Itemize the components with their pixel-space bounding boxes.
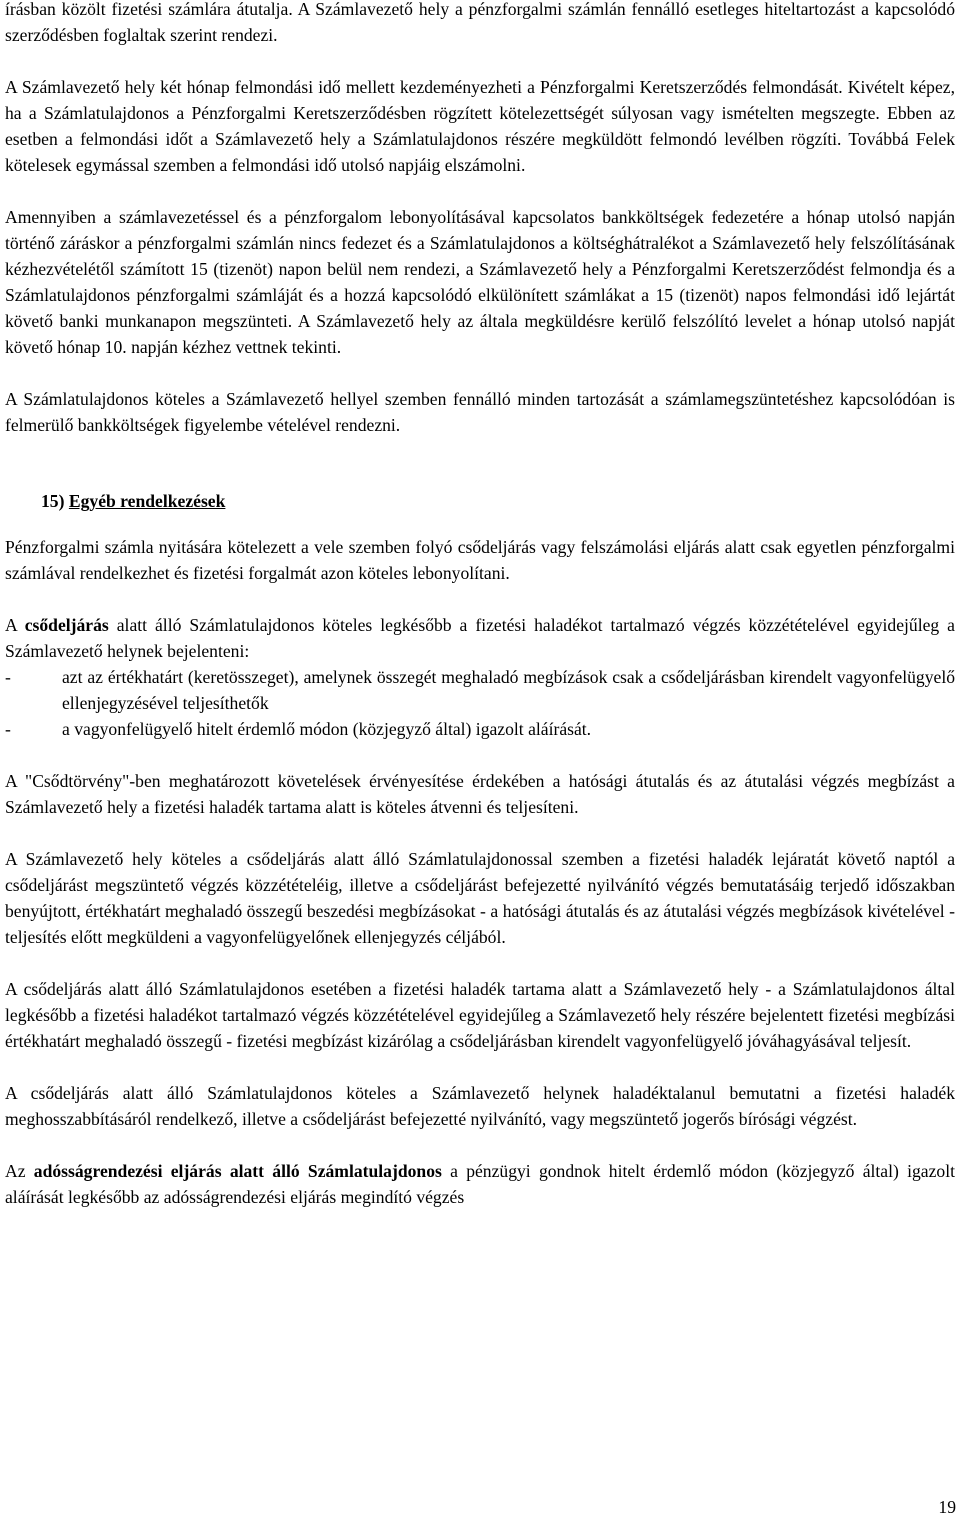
paragraph-payment-approval: A csődeljárás alatt álló Számlatulajdonos esetében a fizetési haladék tartama alatt a Számlavezető hely - a Számlatulajdonos által legkésőbb a fizetési haladékot tartalmazó végzés közzétételével egyidejűleg a Számlavezető hely részére bejelentett fizetési megbízási értékhatárt meghaladó összegű - fizetési megbízást kizárólag a csődeljárásban kirendelt vagyonfelügyelő jóváhagyásával teljesít. [5, 979, 955, 1051]
list-item: - a vagyonfelügyelő hitelt érdemlő módon (közjegyző által) igazolt aláírását. [5, 716, 955, 742]
bold-term-debt-settlement: adósságrendezési eljárás alatt álló Számlatulajdonos [33, 1161, 442, 1181]
section-number: 15) [41, 491, 65, 511]
paragraph-debt-settlement: A Számlatulajdonos köteles a Számlavezető hellyel szemben fennálló minden tartozását a számlamegszüntetéshez kapcsolódóan is felmerülő bankköltségek figyelembe vételével rendezni. [5, 389, 955, 435]
paragraph-invoice-transfer: írásban közölt fizetési számlára átutalja. A Számlavezető hely a pénzforgalmi számlán fennálló esetleges hiteltartozást a kapcsolódó szerződésben foglaltak szerint rendezi. [5, 0, 955, 45]
paragraph-debt-settlement-procedure: Az adósságrendezési eljárás alatt álló Számlatulajdonos a pénzügyi gondnok hitelt érdemlő módon (közjegyző által) igazolt aláírását legkésőbb az adósságrendezési eljárás megindító végzés [5, 1161, 955, 1207]
paragraph-collection-orders: A Számlavezető hely köteles a csődeljárás alatt álló Számlatulajdonossal szemben a fizetési haladék lejáratát követő naptól a csődeljárást megszüntető végzés közzétételéig, illetve a csődeljárást befejezetté nyilvánító végzés bemutatásáig terjedő időszakban benyújtott, értékhatárt meghaladó összegű beszedési megbízásokat - a hatósági átutalás és az átutalási végzés megbízások kivételével - teljesítés előtt megküldeni a vagyonfelügyelőnek ellenjegyzés céljából. [5, 849, 955, 947]
bold-term-bankruptcy: csődeljárás [24, 615, 109, 635]
paragraph-single-account: Pénzforgalmi számla nyitására kötelezett a vele szemben folyó csődeljárás vagy felszámolási eljárás alatt csak egyetlen pénzforgalmi számlával rendelkezhet és fizetési forgalmát azon köteles lebonyolítani. [5, 537, 955, 583]
paragraph-court-ruling: A csődeljárás alatt álló Számlatulajdonos köteles a Számlavezető helynek haladéktalanul bemutatni a fizetési haladék meghosszabbításáról rendelkező, illetve a csődeljárást befejezetté nyilvánító, vagy megszüntető jogerős bírósági végzést. [5, 1083, 955, 1129]
page-number: 19 [938, 1497, 956, 1517]
list-item: - azt az értékhatárt (keretösszeget), amelynek összegét meghaladó megbízások csak a csődeljárásban kirendelt vagyonfelügyelő ellenjegyzésével teljesíthetők [5, 664, 955, 716]
section-title: Egyéb rendelkezések [68, 491, 226, 511]
dash-marker: - [5, 667, 11, 687]
section-heading [41, 488, 955, 514]
paragraph-bankruptcy-notification: A csődeljárás alatt álló Számlatulajdonos köteles legkésőbb a fizetési haladékot tartalmazó végzés közzétételével egyidejűleg a Számlavezető helynek bejelenteni: [5, 615, 955, 661]
paragraph-bankruptcy-act: A "Csődtörvény"-ben meghatározott követelések érvényesítése érdekében a hatósági átutalás és az átutalási végzés megbízást a Számlavezető hely a fizetési haladék tartama alatt is köteles átvenni és teljesíteni. [5, 771, 955, 817]
paragraph-termination-notice: A Számlavezető hely két hónap felmondási idő mellett kezdeményezheti a Pénzforgalmi Keretszerződés felmondását. Kivételt képez, ha a Számlatulajdonos a Pénzforgalmi Keretszerződésben rögzített kötelezettségét súlyosan vagy ismételten megszegte. Ebben az esetben a felmondási időt a Számlavezető hely a Számlatulajdonos részére megküldött felmondó levélben rögzíti. Továbbá Felek kötelesek egymással szemben a felmondási idő utolsó napjáig elszámolni. [5, 77, 955, 175]
paragraph-bank-costs: Amennyiben a számlavezetéssel és a pénzforgalom lebonyolításával kapcsolatos bankköltségek fedezetére a hónap utolsó napján történő záráskor a pénzforgalmi számlán nincs fedezet és a Számlatulajdonos a költséghátralékot a Számlavezető hely felszólításának kézhezvételétől számított 15 (tizenöt) napon belül nem rendezi, a Számlavezető hely a Pénzforgalmi Keretszerződést felmondja és a Számlatulajdonos pénzforgalmi számláját és a hozzá kapcsolódó elkülönített számlákat a 15 (tizenöt) napos felmondási idő lejártát követő banki munkanapon megszünteti. A Számlavezető hely az általa megküldésre kerülő felszólító levelet a hónap utolsó napját követő hónap 10. napján kézhez vettnek tekinti. [5, 207, 955, 357]
document-page [5, 0, 955, 1210]
dash-marker: - [5, 719, 11, 739]
notification-list [5, 664, 955, 742]
